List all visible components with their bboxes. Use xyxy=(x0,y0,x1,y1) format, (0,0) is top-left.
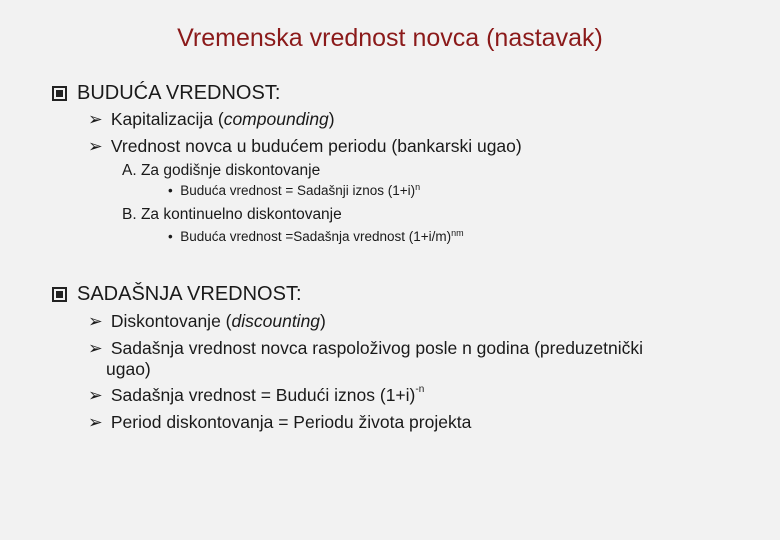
arrow-bullet-icon: ➢ xyxy=(88,136,103,156)
square-bullet-icon xyxy=(52,86,67,101)
item-text: Sadašnja vrednost = Budući iznos (1+i) xyxy=(110,385,416,405)
item-text: ) xyxy=(328,109,335,129)
item-text: Sadašnja vrednost novca raspoloživog posle n godina (preduzetnički xyxy=(110,338,644,358)
sub-item-a xyxy=(122,162,320,180)
arrow-bullet-icon: ➢ xyxy=(88,412,103,432)
arrow-bullet-icon: ➢ xyxy=(88,338,103,358)
section-heading: BUDUĆA VREDNOST: xyxy=(77,82,281,104)
section-heading: SADAŠNJA VREDNOST: xyxy=(77,283,302,305)
list-item xyxy=(88,109,335,130)
section-budca-vrednost xyxy=(52,82,280,105)
sub-letter: A. xyxy=(122,162,137,179)
section-sadasnja-vrednost xyxy=(52,283,302,306)
item-italic: discounting xyxy=(231,311,321,331)
arrow-bullet-icon: ➢ xyxy=(88,109,103,129)
formula-exponent: -n xyxy=(415,384,425,395)
list-item xyxy=(88,412,471,433)
list-item xyxy=(88,385,424,406)
formula-exponent: nm xyxy=(451,228,464,238)
formula-text: Buduća vrednost = Sadašnji iznos (1+i) xyxy=(180,183,416,198)
sub-letter: B. xyxy=(122,206,137,223)
list-item xyxy=(88,338,643,359)
arrow-bullet-icon: ➢ xyxy=(88,311,103,331)
slide-title: Vremenska vrednost novca (nastavak) xyxy=(177,24,603,52)
formula-text: Buduća vrednost =Sadašnja vrednost (1+i/m) xyxy=(180,229,452,244)
item-text: ) xyxy=(320,311,326,331)
item-text: ugao) xyxy=(106,359,151,379)
list-item-continuation xyxy=(106,359,151,380)
item-italic: compounding xyxy=(223,109,329,129)
list-item xyxy=(88,311,326,332)
sub-item-b xyxy=(122,206,342,224)
arrow-bullet-icon: ➢ xyxy=(88,385,103,405)
sub-text: Za godišnje diskontovanje xyxy=(140,162,321,179)
item-text: Diskontovanje ( xyxy=(110,311,232,331)
list-item xyxy=(88,136,522,157)
item-text: Kapitalizacija ( xyxy=(110,109,224,129)
square-bullet-icon xyxy=(52,287,67,302)
sub-text: Za kontinuelno diskontovanje xyxy=(140,206,342,223)
formula-exponent: n xyxy=(415,182,421,192)
bullet-dot-icon: • xyxy=(168,183,173,198)
bullet-item xyxy=(168,183,420,198)
item-text: Vrednost novca u budućem periodu (bankarski ugao) xyxy=(110,136,522,156)
item-text: Period diskontovanja = Periodu života projekta xyxy=(110,412,472,432)
bullet-dot-icon: • xyxy=(168,229,173,244)
bullet-item xyxy=(168,229,464,244)
